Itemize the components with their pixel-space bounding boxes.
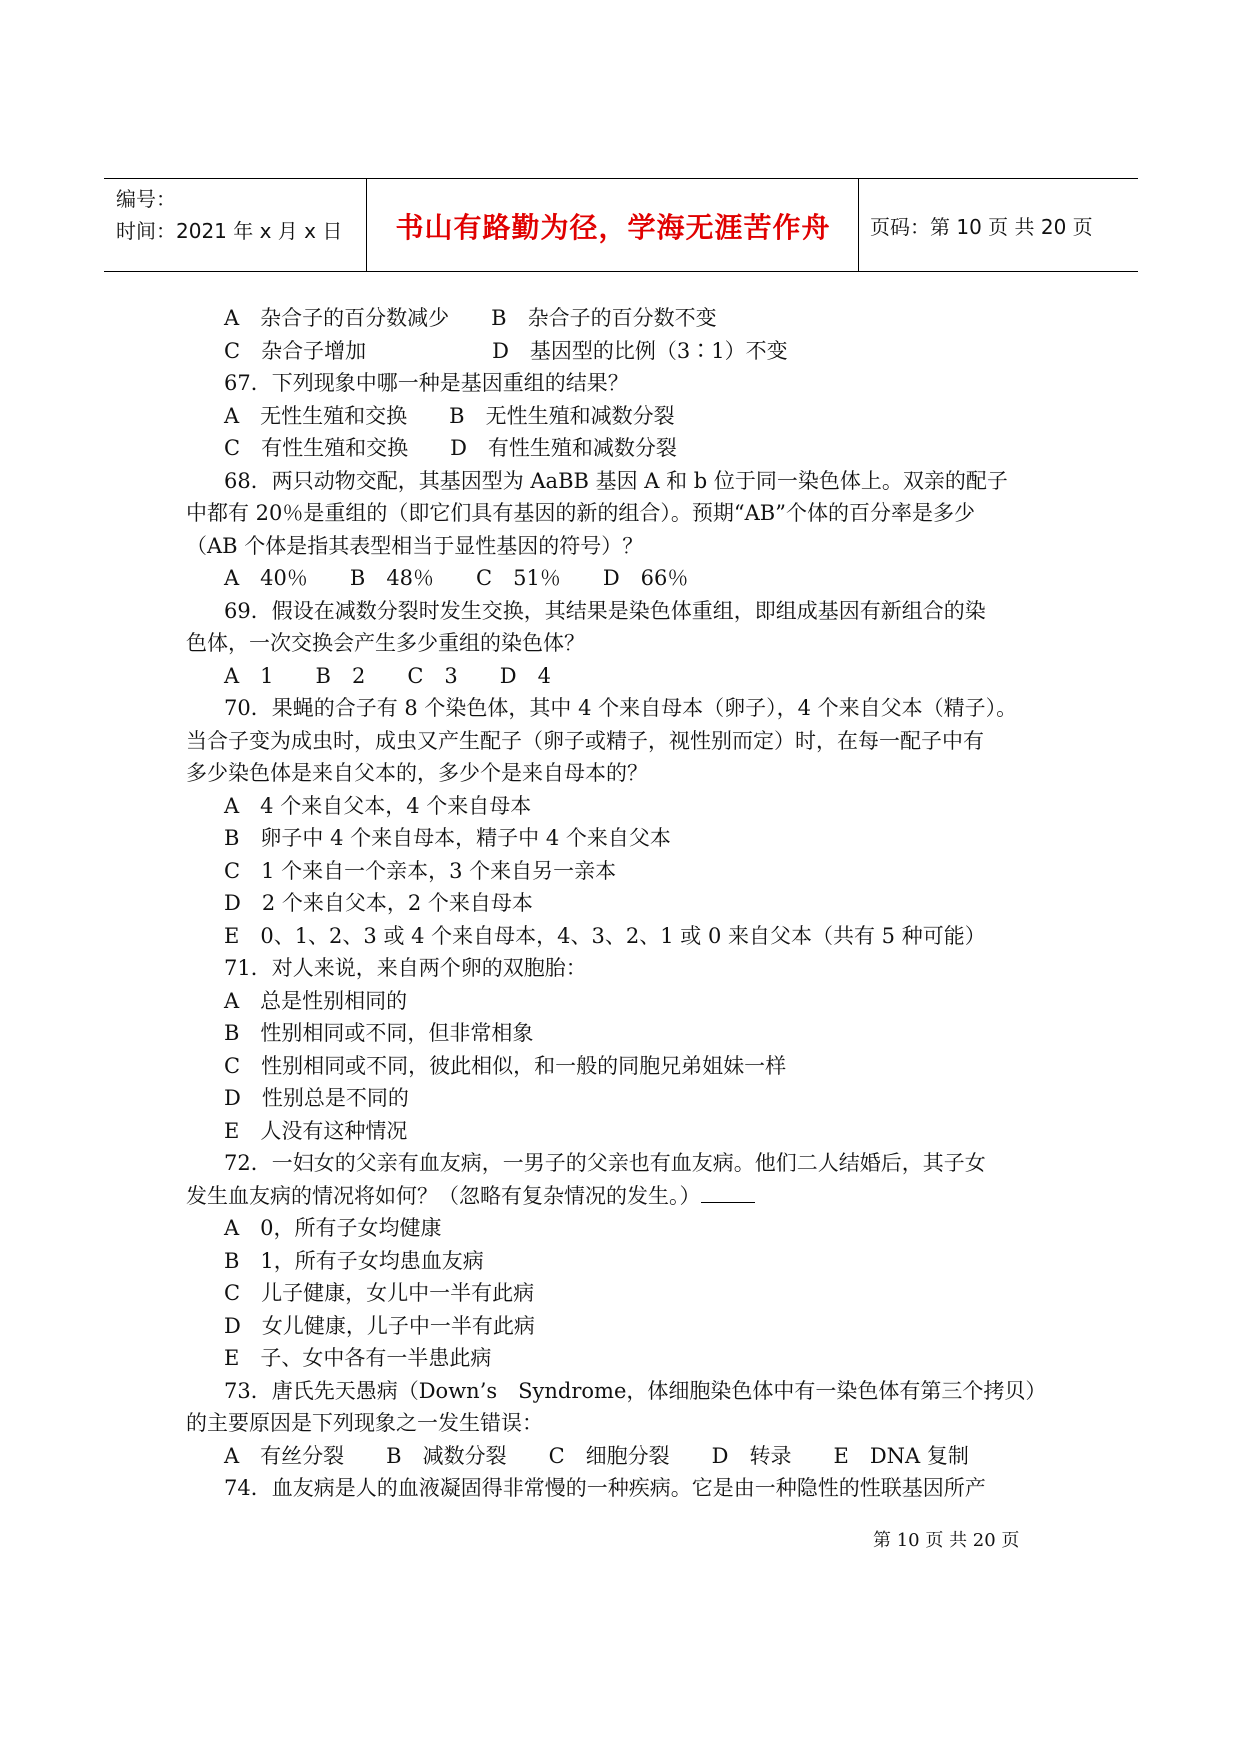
text-line-content: E 人没有这种情况 xyxy=(224,1118,408,1143)
text-line-content: D 性别总是不同的 xyxy=(224,1086,409,1110)
header-divider-right xyxy=(858,179,859,272)
text-line-content: A 总是性别相同的 xyxy=(224,988,408,1013)
text-line-content: A 1 B 2 C 3 D 4 xyxy=(224,663,551,688)
text-line-content: 69．假设在减数分裂时发生交换，其结果是染色体重组，即组成基因有新组合的染 xyxy=(224,598,986,623)
header-meta xyxy=(116,183,366,247)
text-line xyxy=(186,660,1026,693)
answer-blank xyxy=(701,1182,755,1203)
text-line-content: C 性别相同或不同，彼此相似，和一般的同胞兄弟姐妹一样 xyxy=(224,1053,787,1078)
text-line xyxy=(186,790,1026,823)
text-line xyxy=(186,562,1026,595)
page-footer: 第 10 页 共 20 页 xyxy=(873,1530,1020,1551)
text-line xyxy=(186,887,1026,920)
text-line-content: D 女儿健康，儿子中一半有此病 xyxy=(224,1313,535,1338)
text-line-content: B 性别相同或不同，但非常相象 xyxy=(224,1021,534,1045)
text-line-content: 发生血友病的情况将如何？（忽略有复杂情况的发生。） xyxy=(186,1183,701,1208)
text-line xyxy=(186,335,1026,368)
text-line-content: E 子、女中各有一半患此病 xyxy=(224,1346,492,1370)
text-line xyxy=(186,1245,1026,1278)
text-line-content: 67．下列现象中哪一种是基因重组的结果？ xyxy=(224,371,629,395)
text-line-content: 73．唐氏先天愚病（Down’s Syndrome，体细胞染色体中有一染色体有第三个拷贝） xyxy=(224,1378,1047,1403)
page-header xyxy=(104,178,1138,272)
text-line xyxy=(186,1440,1026,1473)
text-line-content: 74．血友病是人的血液凝固得非常慢的一种疾病。它是由一种隐性的性联基因所产 xyxy=(224,1476,986,1500)
text-line xyxy=(186,920,1026,953)
text-line xyxy=(186,1407,1026,1440)
text-line-content: B 1，所有子女均患血友病 xyxy=(224,1248,484,1273)
text-line-content: 的主要原因是下列现象之一发生错误： xyxy=(186,1411,543,1435)
text-line-content: B 卵子中 4 个来自母本，精子中 4 个来自父本 xyxy=(224,826,671,850)
text-line xyxy=(186,725,1026,758)
text-line-content: A 有丝分裂 B 减数分裂 C 细胞分裂 D 转录 E DNA 复制 xyxy=(224,1443,969,1468)
text-line xyxy=(186,1212,1026,1245)
text-line xyxy=(186,465,1026,498)
text-line xyxy=(186,985,1026,1018)
document-body xyxy=(186,302,1047,1505)
text-line xyxy=(186,1277,1026,1310)
text-line-content: C 有性生殖和交换 D 有性生殖和减数分裂 xyxy=(224,436,677,460)
text-line-content: 当合子变为成虫时，成虫又产生配子（卵子或精子，视性别而定）时，在每一配子中有 xyxy=(186,728,984,753)
text-line-content: 色体，一次交换会产生多少重组的染色体？ xyxy=(186,631,585,655)
text-line xyxy=(186,432,1026,465)
text-line-content: 70．果蝇的合子有 8 个染色体，其中 4 个来自母本（卵子），4 个来自父本（精子）。 xyxy=(224,696,1018,720)
text-line-content: A 无性生殖和交换 B 无性生殖和减数分裂 xyxy=(224,403,675,428)
text-line-content: 中都有 20％是重组的（即它们具有基因的新的组合）。预期“AB”个体的百分率是多少 xyxy=(186,501,975,525)
text-line xyxy=(186,367,1026,400)
text-line xyxy=(186,497,1026,530)
text-line xyxy=(186,822,1026,855)
text-line xyxy=(186,595,1026,628)
text-line xyxy=(186,855,1026,888)
text-line-content: E 0、1、2、3 或 4 个来自母本，4、3、2、1 或 0 来自父本（共有 5 种可能） xyxy=(224,923,986,948)
text-line-content: C 儿子健康，女儿中一半有此病 xyxy=(224,1281,535,1305)
text-line-content: A 40％ B 48％ C 51％ D 66％ xyxy=(224,566,689,590)
header-divider-left xyxy=(366,179,367,272)
text-line-content: D 2 个来自父本，2 个来自母本 xyxy=(224,891,533,915)
text-line-content: C 杂合子增加 D 基因型的比例（3∶1）不变 xyxy=(224,338,788,363)
text-line xyxy=(186,1050,1026,1083)
text-line-content: 多少染色体是来自父本的，多少个是来自母本的？ xyxy=(186,761,648,785)
text-line xyxy=(186,627,1026,660)
text-line-content: 71．对人来说，来自两个卵的双胞胎： xyxy=(224,956,587,980)
text-line-content: C 1 个来自一个亲本，3 个来自另一亲本 xyxy=(224,858,617,883)
text-line-content: 72．一妇女的父亲有血友病，一男子的父亲也有血友病。他们二人结婚后，其子女 xyxy=(224,1151,986,1175)
header-motto: 书山有路勤为径，学海无涯苦作舟 xyxy=(395,210,831,244)
time-label: 时间：2021 年 x 月 x 日 xyxy=(116,219,343,243)
text-line xyxy=(186,1310,1026,1343)
text-line-content: （AB 个体是指其表型相当于显性基因的符号）？ xyxy=(186,533,644,558)
text-line xyxy=(186,1017,1026,1050)
text-line xyxy=(186,400,1026,433)
text-line xyxy=(186,692,1026,725)
text-line xyxy=(186,1375,1047,1408)
text-line-content: A 杂合子的百分数减少 B 杂合子的百分数不变 xyxy=(224,306,717,330)
text-line xyxy=(186,1180,1026,1213)
text-line xyxy=(186,1472,1026,1505)
text-line xyxy=(186,1147,1026,1180)
text-line xyxy=(186,302,1026,335)
text-line-content: A 0，所有子女均健康 xyxy=(224,1216,442,1240)
header-page-label: 页码：第 10 页 共 20 页 xyxy=(870,215,1093,239)
text-line xyxy=(186,530,1026,563)
text-line xyxy=(186,1115,1026,1148)
text-line xyxy=(186,1342,1026,1375)
text-line xyxy=(186,952,1026,985)
text-line-content: 68．两只动物交配，其基因型为 AaBB 基因 A 和 b 位于同一染色体上。双亲的配子 xyxy=(224,468,1008,493)
text-line-content: A 4 个来自父本，4 个来自母本 xyxy=(224,793,532,818)
serial-number-label: 编号： xyxy=(116,187,176,211)
text-line xyxy=(186,1082,1026,1115)
text-line xyxy=(186,757,1026,790)
